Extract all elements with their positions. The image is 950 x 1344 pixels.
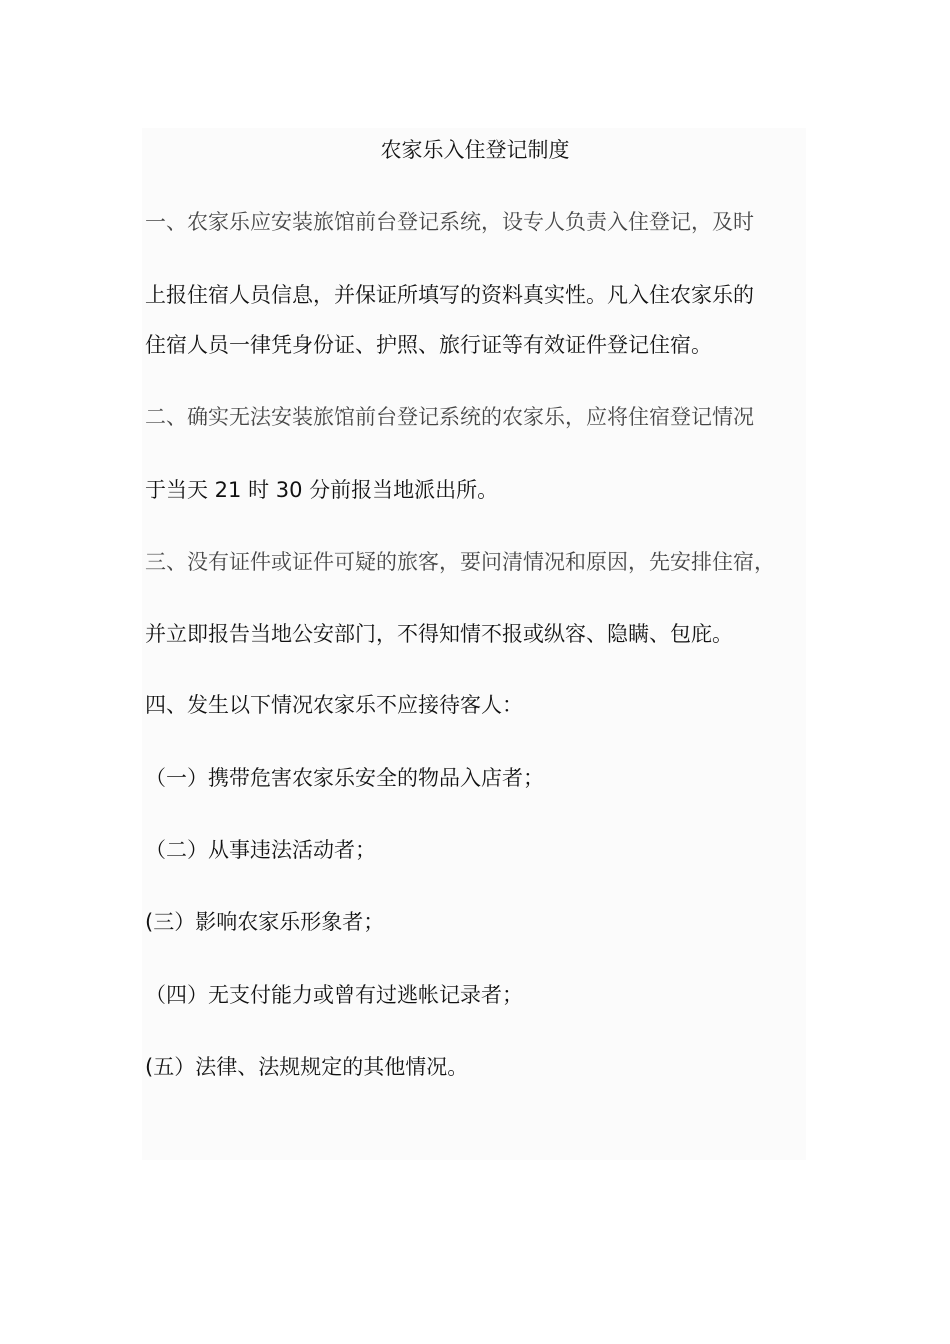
paragraph-line-1: 一、农家乐应安装旅馆前台登记系统，设专人负责入住登记，及时 [145,210,754,234]
list-item-1: （一）携带危害农家乐安全的物品入店者； [145,766,544,790]
paragraph-line-3: 住宿人员一律凭身份证、护照、旅行证等有效证件登记住宿。 [145,333,712,357]
paragraph-line-4: 二、确实无法安装旅馆前台登记系统的农家乐，应将住宿登记情况 [145,405,754,429]
list-item-4: （四）无支付能力或曾有过逃帐记录者； [145,983,523,1007]
document-title: 农家乐入住登记制度 [380,138,570,162]
paragraph-line-8: 四、发生以下情况农家乐不应接待客人： [145,693,523,717]
list-item-3: (三）影响农家乐形象者； [145,910,385,934]
list-item-2: （二）从事违法活动者； [145,838,376,862]
list-item-5: (五）法律、法规规定的其他情况。 [145,1055,469,1079]
paragraph-line-2: 上报住宿人员信息，并保证所填写的资料真实性。凡入住农家乐的 [145,283,754,307]
paragraph-line-5: 于当天 21 时 30 分前报当地派出所。 [145,478,499,502]
paragraph-line-6: 三、没有证件或证件可疑的旅客，要问清情况和原因，先安排住宿， [145,550,775,574]
paragraph-line-7: 并立即报告当地公安部门，不得知情不报或纵容、隐瞒、包庇。 [145,622,733,646]
